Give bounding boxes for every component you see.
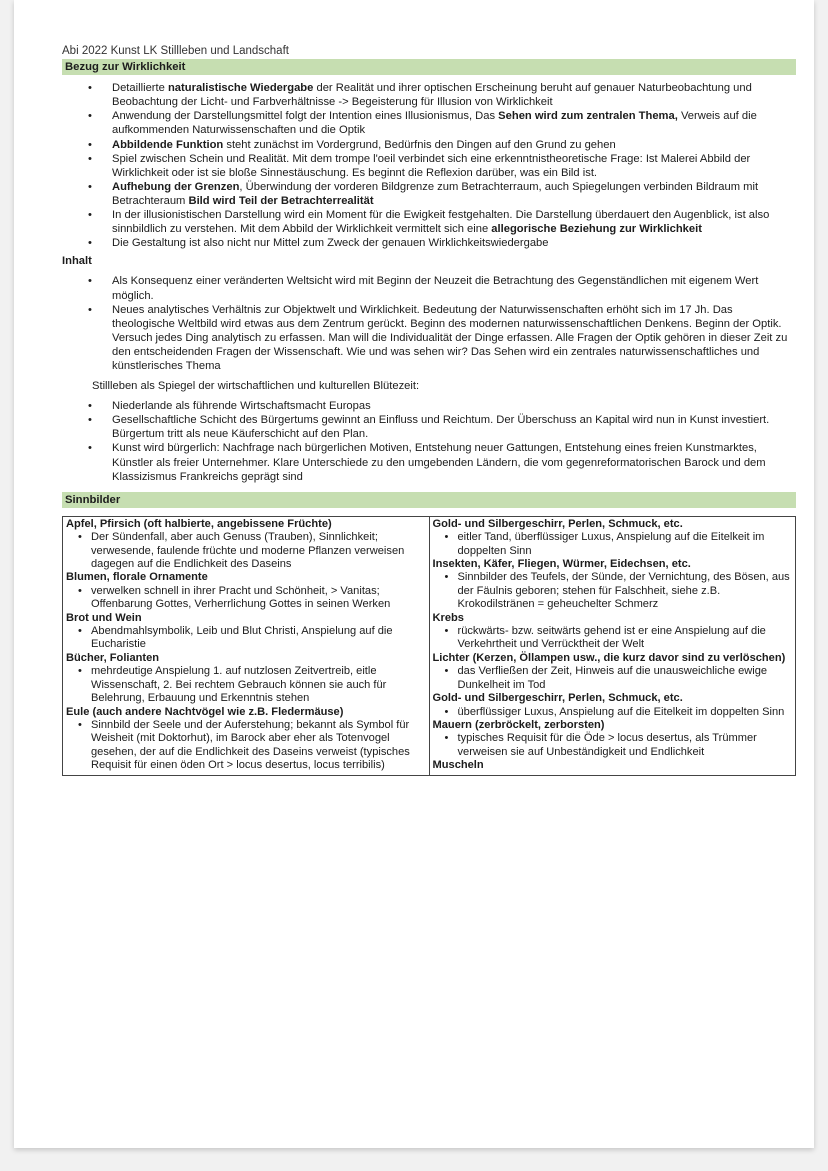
document-content bbox=[62, 44, 796, 776]
list-item-text: Detaillierte bbox=[112, 82, 168, 95]
symbol-heading: Blumen, florale Ornamente bbox=[66, 571, 208, 584]
symbol-heading: Muscheln bbox=[432, 759, 484, 772]
symbol-meaning: • Sinnbild der Seele und der Auferstehung; bekannt als Symbol für Weisheit (mit Doktorhut), im Barock aber eher als Totenvogel gesehen, der auf die Endlichkeit des Daseins verweist (typisches Requisit für einen öden Ort > locus desertus, locus terribilis) bbox=[91, 719, 426, 773]
symbol-heading: Gold- und Silbergeschirr, Perlen, Schmuck, etc. bbox=[432, 517, 683, 530]
list-item-text: Gesellschaftliche Schicht des Bürgertums gewinnt an Einfluss und Reichtum. Der Überschuss an Kapital wird nun in Kunst investiert. Bürgertum tritt als neue Käuferschicht auf den Plan. bbox=[112, 414, 770, 441]
symbol-meaning-list bbox=[433, 625, 793, 652]
emphasis-text: Aufhebung der Grenzen bbox=[112, 180, 240, 193]
list-item bbox=[112, 413, 796, 441]
emphasis-text: naturalistische Wiedergabe bbox=[167, 82, 314, 95]
symbols-table bbox=[62, 516, 796, 776]
symbol-meaning: • Abendmahlsymbolik, Leib und Blut Christi, Anspielung auf die Eucharistie bbox=[91, 625, 426, 652]
emphasis-text: Abbildende Funktion bbox=[112, 138, 224, 151]
list-item bbox=[112, 274, 796, 302]
section-heading-inhalt: Inhalt bbox=[62, 255, 92, 268]
emphasis-text: allegorische Beziehung zur Wirklichkeit bbox=[491, 223, 702, 236]
symbols-column-right bbox=[429, 516, 796, 775]
symbol-heading: Lichter (Kerzen, Öllampen usw., die kurz davor sind zu verlöschen) bbox=[432, 651, 786, 664]
symbol-meaning: • das Verfließen der Zeit, Hinweis auf die unausweichliche ewige Dunkelheit im Tod bbox=[458, 665, 793, 692]
list-item bbox=[112, 152, 796, 180]
section-heading-wirklichkeit: Bezug zur Wirklichkeit bbox=[62, 59, 796, 75]
symbol-meaning: • rückwärts- bzw. seitwärts gehend ist er eine Anspielung auf die Verkehrtheit und Verrücktheit der Welt bbox=[458, 625, 793, 652]
list-item-text: Die Gestaltung ist also nicht nur Mittel zum Zweck der genauen Wirklichkeitswiedergabe bbox=[112, 237, 549, 250]
list-item-text: Neues analytisches Verhältnis zur Objektwelt und Wirklichkeit. Bedeutung der Naturwissenschaften erhöht sich im 17 Jh. Das theologische Weltbild wird etwas aus dem Zentrum gerückt. Beginn des modernen naturwissenschaftlichen Denkens. Beginn der Optik. Versuch jedes Ding analytisch zu erfassen. Man will die Individualität der Dinge erfassen. Alle Fragen der Optik gehören in dieser Zeit zu den entscheidenden Fragen der Wissenschaft. Wie und was sehen wir? Das Sehen wird ein zentrales naturwissenschaftliches und künstlerisches Thema bbox=[112, 303, 788, 372]
symbol-meaning-list bbox=[433, 665, 793, 692]
list-item bbox=[112, 208, 796, 236]
list-item-text: Als Konsequenz einer veränderten Weltsicht wird mit Beginn der Neuzeit die Betrachtung des Gegenständlichen mit eigenem Wert möglich. bbox=[112, 275, 759, 302]
list-item bbox=[112, 236, 796, 250]
symbol-meaning-list bbox=[66, 585, 426, 612]
bullet-list-inhalt bbox=[62, 274, 796, 373]
symbol-heading: Bücher, Folianten bbox=[66, 651, 160, 664]
symbol-meaning: • überflüssiger Luxus, Anspielung auf die Eitelkeit im doppelten Sinn bbox=[458, 706, 793, 719]
list-item-text: Niederlande als führende Wirtschaftsmacht Europas bbox=[112, 400, 371, 413]
section-heading-sinnbilder: Sinnbilder bbox=[62, 492, 796, 508]
list-item bbox=[112, 303, 796, 373]
symbol-meaning-list bbox=[433, 571, 793, 611]
emphasis-text: Sehen wird zum zentralen Thema, bbox=[498, 110, 678, 123]
list-item bbox=[112, 81, 796, 109]
list-item bbox=[112, 109, 796, 137]
symbol-meaning-list bbox=[433, 732, 793, 759]
list-item bbox=[112, 138, 796, 152]
symbol-meaning: • Sinnbilder des Teufels, der Sünde, der Vernichtung, des Bösen, aus der Fäulnis geboren; stehen für Falschheit, siehe z.B. Krokodilstränen = geheuchelter Schmerz bbox=[458, 571, 793, 611]
list-item-text: Spiel zwischen Schein und Realität. Mit dem trompe l'oeil verbindet sich eine erkenntnistheoretische Frage: Ist Malerei Abbild der Wirklichkeit oder ist sie bloße Sinnestäuschung. Es beginnt die Reflexion darüber, was ein Bild ist. bbox=[112, 152, 751, 179]
symbol-meaning-list bbox=[433, 706, 793, 719]
list-item-text: Kunst wird bürgerlich: Nachfrage nach bürgerlichen Motiven, Entstehung neuer Gattungen, Entstehung eines freien Kunstmarktes, Künstler als freier Unternehmer. Klare Unterschiede zu den umgebenden Ländern, die vom gegenreformatorischen Barock und dem Klassizismus Frankreichs geprägt sind bbox=[112, 442, 766, 483]
symbol-meaning: • typisches Requisit für die Öde > locus desertus, als Trümmer verweisen sie auf Unbeständigkeit und Endlichkeit bbox=[458, 732, 793, 759]
symbol-meaning-list bbox=[66, 625, 426, 652]
emphasis-text: Bild wird Teil der Betrachterrealität bbox=[188, 194, 374, 207]
symbol-meaning: • verwelken schnell in ihrer Pracht und Schönheit, > Vanitas; Offenbarung Gottes, Verherrlichung Gottes in seinen Werken bbox=[91, 585, 426, 612]
symbol-heading: Brot und Wein bbox=[66, 611, 142, 624]
list-item-text: In der illusionistischen Darstellung wird ein Moment für die Ewigkeit festgehalten. Die Darstellung überdauert den Augenblick, ist also sinnbildlich zu verstehen. Mit dem Abbild der Wirklichkeit vermittelt sich eine bbox=[112, 209, 770, 236]
list-item bbox=[112, 399, 796, 413]
symbol-meaning-list bbox=[66, 531, 426, 571]
list-item-text: Anwendung der Darstellungsmittel folgt der Intention eines Illusionismus, Das bbox=[112, 110, 499, 123]
symbol-heading: Insekten, Käfer, Fliegen, Würmer, Eidechsen, etc. bbox=[432, 558, 691, 571]
symbol-meaning-list bbox=[433, 531, 793, 558]
list-item bbox=[112, 180, 796, 208]
list-item bbox=[112, 441, 796, 483]
list-item-text: der Realität und ihrer optischen Erscheinung beruht auf genauer Naturbeobachtung und Beobachtung der Licht- und Farbverhältnisse -> Begeisterung für Illusion von Wirklichkeit bbox=[112, 82, 752, 109]
bullet-list-wirklichkeit bbox=[62, 81, 796, 250]
symbol-heading: Apfel, Pfirsich (oft halbierte, angebissene Früchte) bbox=[66, 517, 332, 530]
table-row bbox=[63, 516, 796, 775]
document-page bbox=[14, 0, 814, 1148]
symbol-heading: Gold- und Silbergeschirr, Perlen, Schmuck, etc. bbox=[432, 692, 683, 705]
symbol-meaning-list bbox=[66, 719, 426, 773]
subsection-intro: Stillleben als Spiegel der wirtschaftlichen und kulturellen Blütezeit: bbox=[92, 380, 420, 393]
list-item-text: steht zunächst im Vordergrund, Bedürfnis den Dingen auf den Grund zu gehen bbox=[223, 138, 616, 151]
list-item-text: Verweis auf die aufkommenden Naturwissenschaften und die Optik bbox=[112, 110, 757, 137]
symbol-meaning: • eitler Tand, überflüssiger Luxus, Anspielung auf die Eitelkeit im doppelten Sinn bbox=[458, 531, 793, 558]
symbols-column-left bbox=[63, 516, 430, 775]
list-item-text: , Überwindung der vorderen Bildgrenze zum Betrachterraum, auch Spiegelungen verbinden Bildraum mit Betrachteraum bbox=[112, 180, 759, 207]
document-title: Abi 2022 Kunst LK Stillleben und Landschaft bbox=[62, 45, 289, 57]
symbol-heading: Eule (auch andere Nachtvögel wie z.B. Fledermäuse) bbox=[66, 705, 344, 718]
bullet-list-bluetezeit bbox=[62, 399, 796, 484]
symbol-meaning-list bbox=[66, 665, 426, 705]
symbol-meaning: • mehrdeutige Anspielung 1. auf nutzlosen Zeitvertreib, eitle Wissenschaft, 2. Bei rechtem Gebrauch können sie auch für Belehrung, Erbauung und Erkenntnis stehen bbox=[91, 665, 426, 705]
symbol-heading: Krebs bbox=[432, 611, 464, 624]
symbol-heading: Mauern (zerbröckelt, zerborsten) bbox=[432, 718, 605, 731]
symbol-meaning: • Der Sündenfall, aber auch Genuss (Trauben), Sinnlichkeit; verwesende, faulende früchte und moderne Pflanzen verweisen dagegen auf die Endlichkeit des Daseins bbox=[91, 531, 426, 571]
